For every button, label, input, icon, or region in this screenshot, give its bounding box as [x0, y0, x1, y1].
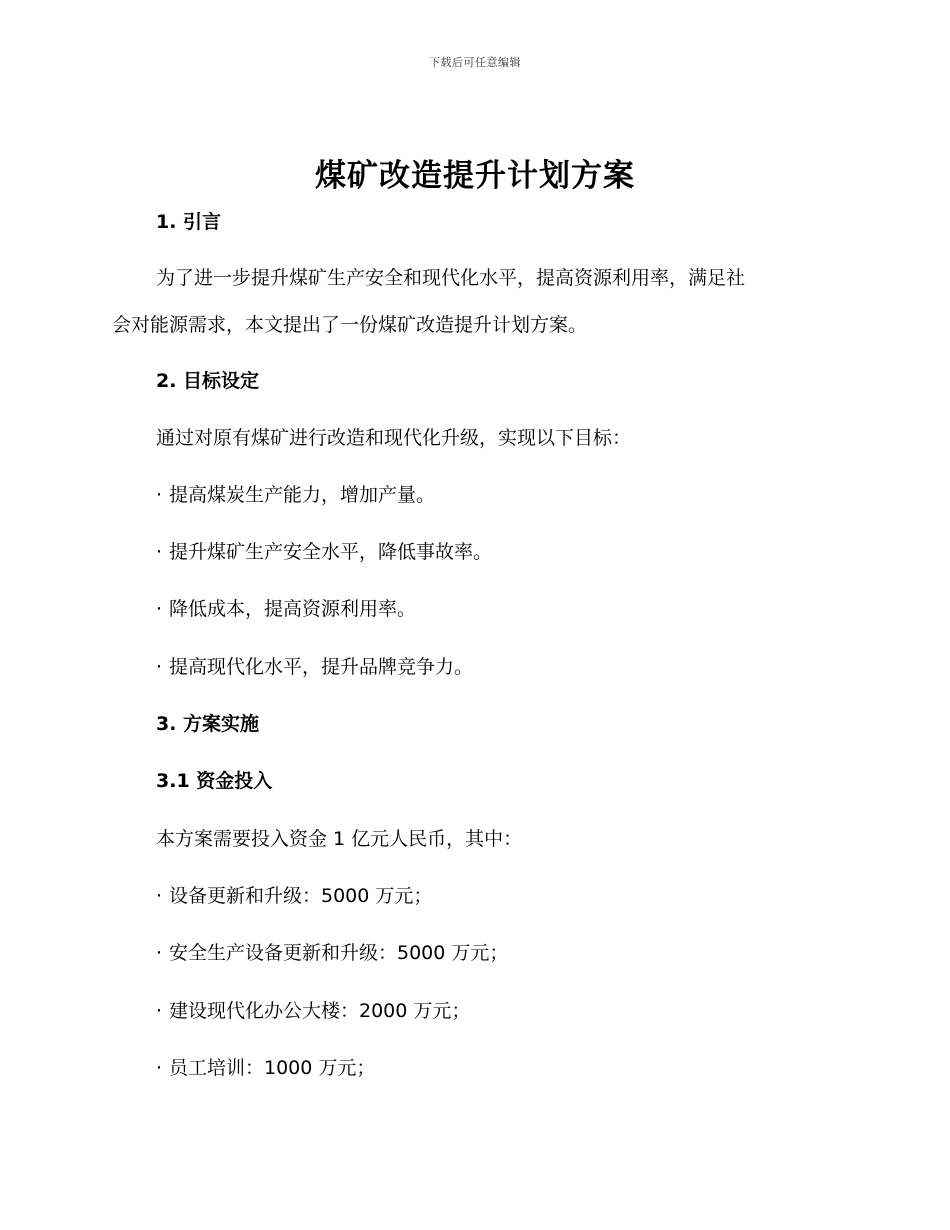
section-heading-intro: 1. 引言: [156, 211, 222, 233]
goal-list-item: [156, 481, 435, 509]
goal-item-text: 提高现代化水平，提升品牌竞争力。: [169, 656, 474, 678]
goal-item-text: 提高煤炭生产能力，增加产量。: [169, 484, 436, 506]
intro-paragraph-line-1: 为了进一步提升煤矿生产安全和现代化水平，提高资源利用率，满足社: [156, 267, 746, 289]
goal-item-text: 降低成本，提高资源利用率。: [169, 598, 417, 620]
bullet-marker: ·: [156, 484, 163, 506]
goal-list-item: [156, 653, 473, 681]
bullet-marker: ·: [156, 885, 163, 907]
goal-item-text: 提升煤矿生产安全水平，降低事故率。: [169, 541, 493, 563]
header-note: 下载后可任意编辑: [429, 56, 521, 69]
funding-list-item: [156, 1054, 375, 1082]
funding-list-item: [156, 997, 470, 1025]
funding-list-item: [156, 939, 508, 967]
bullet-marker: ·: [156, 1000, 163, 1022]
goal-list-item: [156, 538, 492, 566]
funding-item-text: 安全生产设备更新和升级：5000 万元；: [169, 942, 509, 964]
funding-list-item: [156, 882, 432, 910]
bullet-marker: ·: [156, 541, 163, 563]
bullet-marker: ·: [156, 942, 163, 964]
goal-list-item: [156, 595, 416, 623]
funding-item-text: 建设现代化办公大楼：2000 万元；: [169, 1000, 471, 1022]
intro-paragraph-line-2: 会对能源需求，本文提出了一份煤矿改造提升计划方案。: [112, 314, 588, 336]
section-heading-implementation: 3. 方案实施: [156, 713, 260, 735]
funding-item-text: 设备更新和升级：5000 万元；: [169, 885, 433, 907]
bullet-marker: ·: [156, 598, 163, 620]
bullet-marker: ·: [156, 656, 163, 678]
funding-lead-text: 本方案需要投入资金 1 亿元人民币，其中：: [156, 828, 523, 850]
intro-paragraph: [112, 250, 832, 354]
bullet-marker: ·: [156, 1057, 163, 1079]
goals-lead-text: 通过对原有煤矿进行改造和现代化升级，实现以下目标：: [156, 427, 632, 449]
document-title: 煤矿改造提升计划方案: [315, 158, 635, 194]
section-heading-goals: 2. 目标设定: [156, 370, 260, 392]
subsection-heading-funding: 3.1 资金投入: [156, 770, 273, 792]
funding-item-text: 员工培训：1000 万元；: [169, 1057, 376, 1079]
